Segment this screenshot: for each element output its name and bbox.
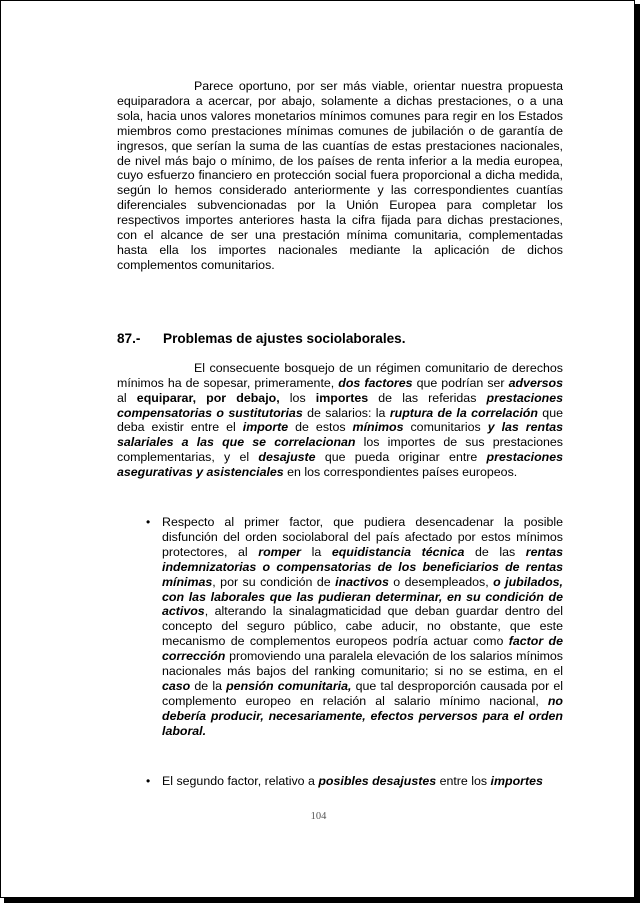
section-paragraph: El consecuente bosquejo de un régimen comunitario de derechos mínimos ha de sopesar, primeramente, dos factores que podrían ser adversos al equiparar, por debajo, los importes de las referidas prestaciones compensatorias o sustitutorias de salarios: la ruptura de la correlación que deba existir entre el importe de estos mínimos comunitarios y las rentas salariales a las que se correlacionan los importes de sus prestaciones complementarias, y el desajuste que pueda originar entre prestaciones asegurativas y asistenciales en los correspondientes países europeos.: [117, 360, 564, 480]
page-shadow-bottom: [4, 898, 640, 903]
page-content: [117, 79, 563, 789]
section-heading: [117, 331, 563, 347]
bullet-item-first-factor: [117, 515, 563, 739]
bullet-list: [117, 515, 563, 789]
page-number: 104: [310, 811, 327, 822]
page-shadow-right: [635, 4, 640, 902]
bullet-item-second-factor: [117, 774, 563, 789]
bullet-dot-icon: •: [146, 515, 151, 530]
bullet-paragraph: Respecto al primer factor, que pudiera desencadenar la posible disfunción del orden sociolaboral del país afectado por estos mínimos protectores, al romper la equidistancia técnica de las rentas indemnizatorias o compensatorias de los beneficiarios de rentas mínimas, por su condición de inactivos o desempleados, o jubilados, con las laborales que las pudieran determinar, en su condición de activos, alterando la sinalagmaticidad que deban guardar dentro del concepto del seguro público, cabe aducir, no obstante, que este mecanismo de complementos europeos podría actuar como factor de corrección promoviendo una paralela elevación de los salarios mínimos nacionales más bajos del ranking comunitario; si no se estima, en el caso de la pensión comunitaria, que tal desproporción causada por el complemento europeo en relación al salario mínimo nacional, no debería producir, necesariamente, efectos perversos para el orden laboral.: [162, 515, 564, 738]
bullet-paragraph: El segundo factor, relativo a posibles desajustes entre los importes: [162, 773, 543, 788]
intro-paragraph: Parece oportuno, por ser más viable, orientar nuestra propuesta equiparadora a acercar, por abajo, solamente a dichas prestaciones, o a una sola, hacia unos valores monetarios mínimos comunes para regir en los Estados miembros como prestaciones mínimas comunes de jubilación o de garantía de ingresos, que serían la suma de las cuantías de estas prestaciones nacionales, de nivel más bajo o mínimo, de los países de renta inferior a la media europea, cuyo esfuerzo financiero en protección social fuera proporcional a dicha medida, según lo hemos considerado anteriormente y las correspondientes cuantías diferenciales subvencionadas por la Unión Europea para completar los respectivos importes anteriores hasta la cifra fijada para dichas prestaciones, con el alcance de ser una prestación mínima comunitaria, complementadas hasta ella los importes nacionales mediante la aplicación de dichos complementos comunitarios.: [117, 79, 563, 272]
section-title: Problemas de ajustes sociolaborales.: [163, 330, 406, 346]
bullet-dot-icon: •: [146, 773, 151, 788]
section-number: 87.-: [117, 330, 141, 346]
